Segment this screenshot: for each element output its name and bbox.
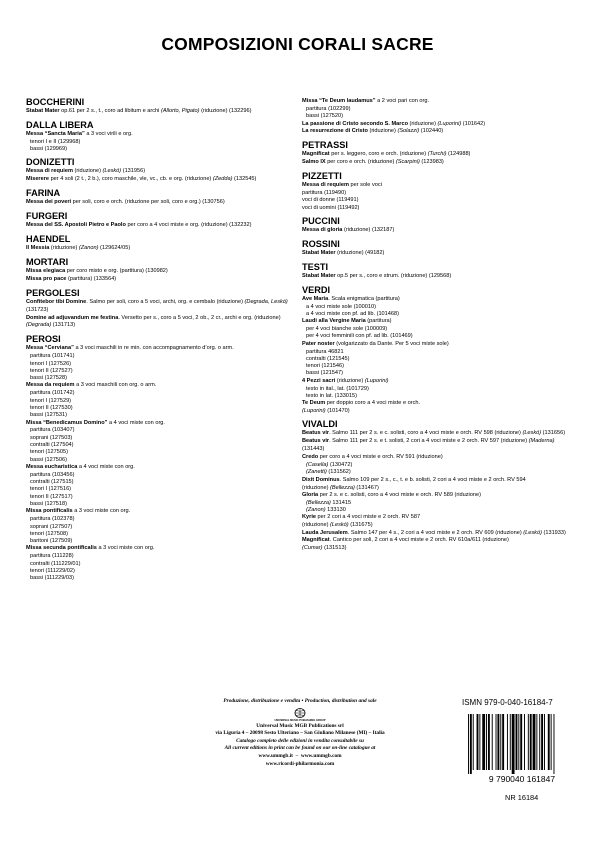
work-entry: Ave Maria. Scala enigmatica (partitura) [302, 295, 400, 302]
work-entry: Credo per coro a 4 voci miste e orch. RV 591 (riduzione) [302, 454, 443, 461]
composer-section [26, 234, 294, 253]
barcode-bar [530, 714, 532, 770]
barcode-bar [536, 714, 537, 770]
barcode-bar [528, 714, 529, 770]
barcode-bar [496, 714, 497, 770]
barcode-digits: 9 790040 161847 [488, 774, 556, 784]
right-column [302, 98, 574, 553]
work-entry: Messa dei poveri per soli, coro e orch. (riduzione per soli, coro e org.) (130756) [26, 199, 225, 206]
composer-name: MORTARI [26, 256, 69, 267]
barcode [458, 712, 586, 785]
work-entry: Missa elegiaca per coro misto e org. (partitura) (130982) [26, 267, 168, 274]
work-entry: Messa eucharistica a 4 voci miste con org. [26, 463, 135, 470]
part-entry: partitura (101742) [30, 390, 75, 397]
barcode-bar [470, 714, 472, 774]
barcode-bar [548, 714, 550, 770]
part-entry: tenori (121546) [306, 363, 344, 370]
work-entry: Stabat Mater (riduzione) (49182) [302, 249, 385, 256]
part-entry: contralti (127504) [30, 442, 74, 449]
work-entry: Kyrie per 2 cori a 4 voci miste e 2 orch. RV 587 [302, 514, 421, 521]
work-entry: Te Deum per doppio coro a 4 voci miste e orch. [302, 400, 421, 407]
work-entry: Salmo IX per coro e orch. (riduzione) (Scarpini) (123983) [302, 159, 444, 166]
composer-section [26, 211, 294, 230]
barcode-bar [541, 714, 543, 770]
part-entry: a 4 voci miste con pf. ad lib. (101468) [306, 310, 399, 317]
composer-name: BOCCHERINI [26, 97, 85, 107]
barcode-bar [507, 714, 508, 770]
part-entry: bassi (127531) [30, 412, 68, 419]
part-entry: baritoni (127509) [30, 538, 73, 545]
barcode-bar [512, 714, 515, 774]
publisher-footer [150, 698, 450, 768]
part-entry: per 4 voci femminili con pf. ad lib. (101469) [306, 333, 413, 340]
barcode-bar [516, 714, 518, 770]
work-entry: Messa da requiem a 3 voci maschili con org. o arm. [26, 382, 157, 389]
barcode-bar [500, 714, 501, 770]
part-entry: testo in lat. (133015) [306, 392, 357, 399]
part-entry: bassi (127518) [30, 501, 68, 508]
catalog-english: All current editions in print can be found on our on-line catalogue at [224, 745, 376, 752]
barcode-bar [492, 714, 493, 770]
part-entry: partitura (102378) [30, 516, 75, 523]
part-entry: partitura (102299) [306, 105, 351, 112]
part-entry: (Cumar) (131513) [302, 545, 347, 552]
work-entry: Beatus vir. Salmo 111 per 2 s. e t. solisti, 2 cori a 4 voci miste e 2 orch. RV 597 (riduzione) (Maderna) (131443) [302, 438, 555, 453]
left-column [26, 97, 294, 583]
globe-icon [274, 708, 326, 722]
work-entry: Messa di gloria (riduzione) (132187) [302, 226, 395, 233]
part-entry: tenori II (127517) [30, 493, 73, 500]
work-entry: Missa “Benedicamus Domino” a 4 voci miste con org. [26, 419, 165, 426]
composer-section [26, 288, 294, 331]
composer-section [302, 98, 574, 136]
composer-section [26, 334, 294, 582]
composer-section [302, 239, 574, 258]
part-entry: contralti (121545) [306, 355, 350, 362]
work-entry: Beatus vir. Salmo 111 per 2 s. e c. solisti, coro a 4 voci miste e orch. RV 598 (riduzione) (Leskó) (131656) [302, 430, 566, 437]
part-entry: partitura (119490) [302, 190, 347, 197]
part-entry: tenori (127508) [30, 530, 68, 537]
website-link-1[interactable]: www.ummgb.it [258, 752, 293, 759]
composer-name: TESTI [302, 261, 329, 272]
part-entry: per 4 voci bianche sole (100009) [306, 326, 388, 333]
part-entry: bassi (127528) [30, 375, 68, 382]
barcode-bar [510, 714, 511, 770]
work-entry: Missa secunda pontificalis a 3 voci miste con org. [26, 545, 155, 552]
barcode-bar [477, 714, 479, 770]
barcode-bar [524, 714, 525, 770]
work-entry: Missa pro pace (partitura) (133564) [26, 275, 117, 282]
part-entry: bassi (127506) [30, 456, 68, 463]
composer-section [26, 188, 294, 207]
work-entry: Messa di requiem per sole voci [302, 182, 382, 189]
part-entry: tenori I e II (129968) [30, 138, 81, 145]
barcode-bar [533, 714, 536, 770]
barcode-bar [551, 714, 552, 770]
work-entry: Dixit Dominus. Salmo 109 per 2 s., c., t. e b. solisti, 2 cori a 4 voci miste e 2 orch. RV 594 [302, 476, 526, 483]
part-entry: partitura 46821 [306, 348, 344, 355]
part-entry: tenori (111229/02) [30, 567, 75, 574]
part-entry: tenori I (127526) [30, 360, 72, 367]
catalog-italian: Catalogo completo delle edizioni in vendita consultabile su [236, 737, 364, 744]
website-links: www.ummgb.it – www.ummgb.com [258, 752, 342, 759]
page-title: COMPOSIZIONI CORALI SACRE [161, 34, 434, 54]
part-entry: tenori (127505) [30, 449, 68, 456]
composer-section [302, 140, 574, 167]
composer-section [302, 171, 574, 212]
part-entry: tenori I (127516) [30, 486, 72, 493]
website-link-2[interactable]: www.ummgb.com [300, 752, 342, 759]
part-entry: tenori II (127527) [30, 367, 73, 374]
part-entry: (riduzione) (Leskó) (131675) [302, 522, 373, 529]
barcode-bar [482, 714, 485, 770]
work-entry: Stabat Mater op.61 per 2 s., t., coro ad libitum e archi (Allorto, Pigato) (riduzione) (132296) [26, 108, 252, 114]
composer-name: FARINA [26, 188, 61, 199]
barcode-bar [473, 714, 474, 770]
barcode-bar [520, 714, 522, 770]
part-entry: tenori II (127530) [30, 404, 73, 411]
part-entry: tenori I (127529) [30, 397, 72, 404]
work-entry: Laudi alla Vergine Maria (partitura) [302, 318, 392, 325]
part-entry: (Bellezza) 131415 [306, 499, 352, 506]
part-entry: testo in ital., lat. (101729) [306, 385, 369, 392]
composer-name: FURGERI [26, 211, 68, 222]
work-entry: Confitebor tibi Domine. Salmo per soli, coro a 5 voci, archi, org. e cembalo (riduzione) (Degrada, Leskó) (131723) [26, 298, 288, 313]
work-entry: Lauda Jerusalem. Salmo 147 per 4 s., 2 cori a 4 voci miste e 2 orch. RV 609 (riduzione) (Leskó) (131933) [302, 529, 566, 536]
composer-section [26, 257, 294, 284]
part-entry: partitura (101741) [30, 353, 75, 360]
composer-name: PETRASSI [302, 140, 348, 151]
universal-logo [274, 708, 326, 722]
work-entry: Pater noster (volgarizzato da Dante. Per 5 voci miste sole) [302, 340, 449, 347]
composer-section [302, 285, 574, 416]
work-entry: Messa di requiem (riduzione) (Leskó) (131956) [26, 168, 146, 175]
work-entry: Missa pontificalis a 3 voci miste con org. [26, 508, 131, 515]
logo-text: UNIVERSAL MUSIC PUBLISHING GROUP [274, 718, 326, 722]
publisher-address: via Liguria 4 – 20098 Sesto Ulteriano – San Giuliano Milanese (MI) – Italia [215, 730, 385, 737]
part-entry: bassi (121547) [306, 370, 344, 377]
part-entry: partitura (103407) [30, 427, 75, 434]
composer-name: PERGOLESI [26, 287, 80, 298]
catalog-number: NR 16184 [505, 793, 539, 802]
part-entry: bassi (129969) [30, 146, 68, 153]
barcode-bar [479, 714, 480, 770]
composer-section [26, 157, 294, 184]
part-entry: (Luporini) (101470) [302, 408, 350, 415]
work-entry: Domine ad adjuvandum me festina. Versetto per s., coro a 5 voci, 2 ob., 2 cr., archi e org. (riduzione) (Degrada) (131713) [26, 314, 281, 329]
part-entry: (Zanetti) (131562) [306, 469, 351, 476]
composer-name: ROSSINI [302, 238, 340, 249]
composer-section [302, 419, 574, 552]
barcode-bar [468, 714, 469, 774]
work-entry: Messa “Sancta Maria” a 3 voci virili e org. [26, 130, 133, 137]
part-entry: partitura (103456) [30, 471, 75, 478]
barcode-bar [497, 714, 499, 770]
composer-section [302, 262, 574, 281]
part-entry: (riduzione) (Bellezza) (131467) [302, 484, 379, 491]
footer-line1: Produzione, distribuzione e vendita • Production, distribution and sale [223, 698, 377, 704]
part-entry: voci di donne (119491) [302, 197, 359, 204]
work-entry: Missa “Te Deum laudamus” a 2 voci pari con org. [302, 98, 430, 104]
composer-section [302, 216, 574, 235]
part-entry: contralti (111229/01) [30, 560, 81, 567]
part-entry: voci di uomini (119492) [302, 204, 360, 211]
work-entry: Miserere per 4 soli (2 t., 2 b.), coro maschile, vle, vc., cb. e org. (riduzione) (Zedda) (132545) [26, 176, 257, 183]
part-entry: soprani (127503) [30, 434, 73, 441]
composer-name: HAENDEL [26, 234, 71, 245]
work-entry: Messa del SS. Apostoli Pietro e Paolo per coro a 4 voci miste e org. (riduzione) (132232) [26, 222, 252, 229]
barcode-bar [554, 714, 555, 774]
publisher-name: Universal Music MGB Publications srl [256, 722, 344, 729]
work-entry: Gloria per 2 s. e c. solisti, coro a 4 voci miste e orch. RV 589 (riduzione) [302, 491, 481, 498]
part-entry: (Casella) (130472) [306, 462, 353, 469]
work-entry: 4 Pezzi sacri (riduzione) (Luporini) [302, 377, 389, 384]
composer-name: VERDI [302, 284, 331, 295]
barcode-bar [539, 714, 540, 770]
website-link-3[interactable]: www.ricordi-philarmonia.com [265, 760, 335, 767]
composer-name: DONIZETTI [26, 157, 75, 168]
work-entry: La resurrezione di Cristo (riduzione) (Solazzi) (102440) [302, 128, 444, 135]
part-entry: (Zanon) 133130 [306, 507, 346, 514]
barcode-bar [544, 714, 545, 770]
part-entry: bassi (127520) [306, 113, 344, 120]
part-entry: a 4 voci miste sole (100010) [306, 303, 376, 310]
barcode-bar [502, 714, 504, 770]
composer-name: PIZZETTI [302, 171, 342, 182]
barcode-bar [518, 714, 519, 770]
work-entry: Magnificat. Cantico per soli, 2 cori a 4 voci miste e 2 orch. RV 610a/611 (riduzione) [302, 537, 509, 544]
composer-name: VIVALDI [302, 419, 338, 430]
barcode-bar [488, 714, 490, 770]
part-entry: soprani (127507) [30, 523, 73, 530]
work-entry: Stabat Mater op.5 per s., coro e strum. (riduzione) (129568) [302, 272, 452, 279]
composer-section [26, 120, 294, 154]
part-entry: bassi (111229/03) [30, 575, 74, 582]
composer-name: PUCCINI [302, 215, 340, 226]
composer-name: PEROSI [26, 334, 61, 345]
composer-name: DALLA LIBERA [26, 119, 94, 130]
part-entry: contralti (127515) [30, 479, 74, 486]
composer-section [26, 97, 294, 116]
work-entry: Il Messia (riduzione) (Zanon) (129624/05) [26, 245, 131, 252]
work-entry: Magnificat per s. leggero, coro e orch. (riduzione) (Turchi) (124988) [302, 151, 471, 158]
work-entry: La passione di Cristo secondo S. Marco (riduzione) (Luporini) (101642) [302, 120, 486, 127]
barcode-bar [486, 714, 487, 770]
work-entry: Messa “Cerviana” a 3 voci maschili in re min. con accompagnamento d’org. o arm. [26, 345, 234, 352]
part-entry: partitura (111228) [30, 553, 74, 560]
ismn-code: ISMN 979-0-040-16184-7 [462, 698, 553, 707]
